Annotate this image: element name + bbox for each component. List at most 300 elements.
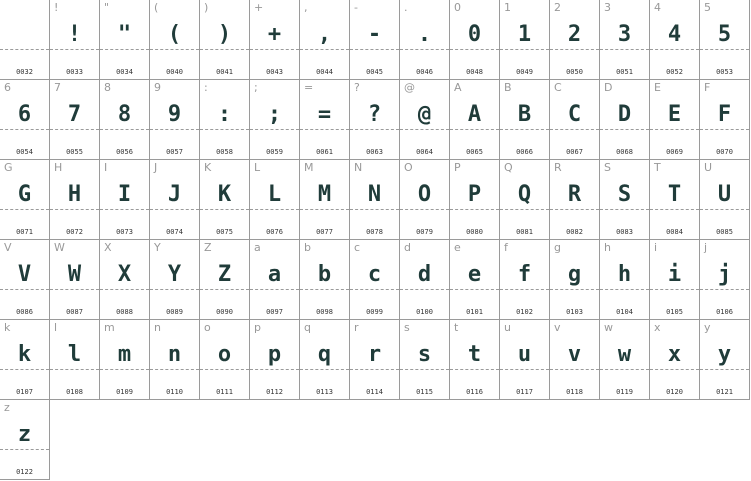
char-code-label: 0088 [116,308,133,316]
glyph-preview: t [467,342,482,367]
char-code-label: 0101 [466,308,483,316]
char-code-label: 0080 [466,228,483,236]
char-code-label: 0074 [166,228,183,236]
char-code-label: 0108 [66,388,83,396]
baseline-guide [250,369,299,370]
baseline-guide [250,289,299,290]
glyph-preview: B [517,102,532,127]
glyph-cell [700,160,750,240]
char-code-label: 0063 [366,148,383,156]
character-label: R [554,161,562,174]
char-code-label: 0121 [716,388,733,396]
glyph-cell [50,80,100,160]
baseline-guide [0,49,49,50]
char-code-label: 0057 [166,148,183,156]
glyph-preview: S [617,182,632,207]
glyph-preview: r [367,342,382,367]
character-label: S [604,161,611,174]
char-code-label: 0113 [316,388,333,396]
glyph-preview: l [67,342,82,367]
char-code-label: 0040 [166,68,183,76]
character-label: s [404,321,410,334]
character-label: y [704,321,711,334]
baseline-guide [300,369,349,370]
character-label: e [454,241,461,254]
glyph-cell [0,400,50,480]
glyph-preview: e [467,262,482,287]
glyph-cell [650,80,700,160]
glyph-preview: m [117,342,132,367]
baseline-guide [600,289,649,290]
character-label: ; [254,81,258,94]
char-code-label: 0066 [516,148,533,156]
glyph-preview: G [17,182,32,207]
glyph-preview: o [217,342,232,367]
glyph-preview: v [567,342,582,367]
character-label: u [504,321,511,334]
character-label: 7 [54,81,61,94]
glyph-preview: 2 [567,22,582,47]
character-label: Y [154,241,161,254]
glyph-cell [50,160,100,240]
glyph-cell [350,320,400,400]
glyph-cell [700,240,750,320]
glyph-cell [0,0,50,80]
glyph-cell [350,160,400,240]
glyph-preview: c [367,262,382,287]
char-code-label: 0107 [16,388,33,396]
glyph-cell [350,240,400,320]
glyph-cell [150,80,200,160]
glyph-preview: g [567,262,582,287]
char-code-label: 0114 [366,388,383,396]
baseline-guide [50,129,99,130]
character-label: ) [204,1,209,14]
baseline-guide [200,289,249,290]
character-label: l [54,321,58,334]
character-label: m [104,321,115,334]
glyph-cell [450,80,500,160]
char-code-label: 0118 [566,388,583,396]
glyph-cell [0,240,50,320]
char-code-label: 0065 [466,148,483,156]
baseline-guide [200,209,249,210]
glyph-cell [200,80,250,160]
character-label: B [504,81,512,94]
character-label: 8 [104,81,111,94]
glyph-preview: 0 [467,22,482,47]
baseline-guide [250,209,299,210]
baseline-guide [500,129,549,130]
baseline-guide [600,209,649,210]
baseline-guide [250,49,299,50]
glyph-cell [550,320,600,400]
baseline-guide [650,129,699,130]
glyph-cell [700,80,750,160]
glyph-preview: ; [267,102,282,127]
glyph-cell [600,160,650,240]
baseline-guide [0,449,49,450]
char-code-label: 0110 [166,388,183,396]
character-label: x [654,321,661,334]
char-code-label: 0043 [266,68,283,76]
baseline-guide [500,209,549,210]
char-code-label: 0099 [366,308,383,316]
character-label: 6 [4,81,11,94]
glyph-preview: d [417,262,432,287]
character-label: c [354,241,361,254]
baseline-guide [400,129,449,130]
glyph-preview: 9 [167,102,182,127]
glyph-preview: @ [417,102,432,127]
character-label: N [354,161,363,174]
baseline-guide [650,289,699,290]
glyph-preview: W [67,262,82,287]
glyph-cell [400,160,450,240]
glyph-cell [0,320,50,400]
char-code-label: 0115 [416,388,433,396]
character-label: 4 [654,1,661,14]
character-label: T [654,161,661,174]
char-code-label: 0111 [216,388,233,396]
glyph-cell [450,320,500,400]
glyph-cell [0,80,50,160]
character-label: M [304,161,314,174]
glyph-cell [500,320,550,400]
baseline-guide [250,129,299,130]
glyph-preview: E [667,102,682,127]
glyph-preview: b [317,262,332,287]
glyph-cell [150,0,200,80]
glyph-preview: D [617,102,632,127]
glyph-preview: x [667,342,682,367]
glyph-preview: z [17,422,32,447]
glyph-cell [250,160,300,240]
character-label: D [604,81,613,94]
character-label: L [254,161,261,174]
baseline-guide [100,209,149,210]
glyph-preview: P [467,182,482,207]
baseline-guide [150,289,199,290]
character-label: q [304,321,311,334]
baseline-guide [100,129,149,130]
glyph-preview: , [317,22,332,47]
character-label: + [254,1,264,14]
char-code-label: 0098 [316,308,333,316]
glyph-preview: w [617,342,632,367]
glyph-cell [600,80,650,160]
character-label: a [254,241,261,254]
glyph-cell [450,240,500,320]
glyph-preview: Y [167,262,182,287]
glyph-preview: i [667,262,682,287]
glyph-cell [0,160,50,240]
baseline-guide [50,289,99,290]
glyph-preview: 7 [67,102,82,127]
character-label: r [354,321,359,334]
character-label: K [204,161,212,174]
baseline-guide [200,129,249,130]
baseline-guide [550,129,599,130]
character-label: Z [204,241,212,254]
baseline-guide [400,49,449,50]
glyph-cell [300,240,350,320]
char-code-label: 0103 [566,308,583,316]
character-label: 0 [454,1,461,14]
glyph-cell [100,160,150,240]
glyph-cell [700,0,750,80]
character-label: w [604,321,613,334]
char-code-label: 0051 [616,68,633,76]
baseline-guide [450,209,499,210]
character-label: P [454,161,461,174]
glyph-cell [200,160,250,240]
baseline-guide [550,289,599,290]
baseline-guide [700,129,749,130]
baseline-guide [200,369,249,370]
glyph-preview: R [567,182,582,207]
glyph-preview: ? [367,102,382,127]
glyph-preview: p [267,342,282,367]
glyph-cell [50,240,100,320]
baseline-guide [350,129,399,130]
glyph-cell [100,320,150,400]
char-code-label: 0117 [516,388,533,396]
character-label: : [204,81,208,94]
char-code-label: 0053 [716,68,733,76]
char-code-label: 0046 [416,68,433,76]
glyph-preview: a [267,262,282,287]
baseline-guide [300,209,349,210]
char-code-label: 0090 [216,308,233,316]
glyph-cell [150,160,200,240]
baseline-guide [500,369,549,370]
char-code-label: 0072 [66,228,83,236]
character-label: Q [504,161,513,174]
baseline-guide [550,49,599,50]
char-code-label: 0116 [466,388,483,396]
glyph-cell [650,240,700,320]
character-label: C [554,81,562,94]
baseline-guide [0,209,49,210]
char-code-label: 0097 [266,308,283,316]
baseline-guide [50,369,99,370]
char-code-label: 0058 [216,148,233,156]
char-code-label: 0102 [516,308,533,316]
char-code-label: 0084 [666,228,683,236]
glyph-preview: ) [217,22,232,47]
glyph-cell [250,0,300,80]
baseline-guide [50,209,99,210]
char-code-label: 0048 [466,68,483,76]
char-code-label: 0105 [666,308,683,316]
baseline-guide [650,209,699,210]
baseline-guide [400,209,449,210]
character-label: G [4,161,13,174]
baseline-guide [650,49,699,50]
char-code-label: 0068 [616,148,633,156]
char-code-label: 0087 [66,308,83,316]
glyph-cell [200,240,250,320]
baseline-guide [300,289,349,290]
char-code-label: 0079 [416,228,433,236]
char-code-label: 0076 [266,228,283,236]
baseline-guide [500,49,549,50]
baseline-guide [100,289,149,290]
character-label: f [504,241,508,254]
baseline-guide [450,369,499,370]
baseline-guide [450,49,499,50]
character-label: t [454,321,459,334]
baseline-guide [700,49,749,50]
glyph-preview: I [117,182,132,207]
character-label: v [554,321,561,334]
baseline-guide [150,129,199,130]
baseline-guide [650,369,699,370]
glyph-preview: n [167,342,182,367]
baseline-guide [700,369,749,370]
char-code-label: 0055 [66,148,83,156]
char-code-label: 0056 [116,148,133,156]
char-code-label: 0106 [716,308,733,316]
character-label: U [704,161,713,174]
char-code-label: 0083 [616,228,633,236]
baseline-guide [400,369,449,370]
character-label: X [104,241,112,254]
glyph-preview: = [317,102,332,127]
character-label: g [554,241,561,254]
glyph-preview: h [617,262,632,287]
character-label: 1 [504,1,511,14]
glyph-preview: 5 [717,22,732,47]
baseline-guide [100,369,149,370]
char-code-label: 0122 [16,468,33,476]
char-code-label: 0032 [16,68,33,76]
glyph-preview: N [367,182,382,207]
baseline-guide [600,49,649,50]
glyph-preview: K [217,182,232,207]
glyph-cell [500,240,550,320]
character-label: j [704,241,708,254]
baseline-guide [600,129,649,130]
glyph-preview: . [417,22,432,47]
glyph-preview: T [667,182,682,207]
character-label: H [54,161,63,174]
glyph-preview: 8 [117,102,132,127]
character-label: W [54,241,65,254]
glyph-cell [300,80,350,160]
glyph-preview: F [717,102,732,127]
glyph-preview: L [267,182,282,207]
char-code-label: 0071 [16,228,33,236]
glyph-cell [550,80,600,160]
glyph-cell [650,160,700,240]
char-code-label: 0059 [266,148,283,156]
glyph-preview: k [17,342,32,367]
char-code-label: 0045 [366,68,383,76]
glyph-cell [350,80,400,160]
glyph-cell [600,320,650,400]
baseline-guide [50,49,99,50]
glyph-cell [400,240,450,320]
char-code-label: 0070 [716,148,733,156]
baseline-guide [700,209,749,210]
glyph-preview: + [267,22,282,47]
character-label: E [654,81,661,94]
character-label: ? [354,81,360,94]
character-label: ( [154,1,159,14]
glyph-preview: J [167,182,182,207]
glyph-cell [500,160,550,240]
glyph-cell [300,320,350,400]
glyph-preview: 6 [17,102,32,127]
glyph-cell [600,240,650,320]
baseline-guide [350,209,399,210]
glyph-preview: " [117,22,132,47]
char-code-label: 0078 [366,228,383,236]
baseline-guide [350,369,399,370]
glyph-preview: Z [217,262,232,287]
glyph-preview: f [517,262,532,287]
baseline-guide [150,49,199,50]
character-label: z [4,401,10,414]
baseline-guide [600,369,649,370]
baseline-guide [700,289,749,290]
baseline-guide [0,129,49,130]
glyph-preview: ! [67,22,82,47]
baseline-guide [150,369,199,370]
glyph-preview: M [317,182,332,207]
char-code-label: 0077 [316,228,333,236]
char-code-label: 0100 [416,308,433,316]
character-label: J [154,161,158,174]
glyph-cell [550,240,600,320]
glyph-cell [700,320,750,400]
character-label: d [404,241,411,254]
glyph-cell [100,240,150,320]
glyph-cell [500,80,550,160]
glyph-preview [0,18,49,52]
character-label: I [104,161,108,174]
glyph-cell [200,320,250,400]
glyph-preview: C [567,102,582,127]
character-label: h [604,241,611,254]
glyph-preview: q [317,342,332,367]
glyph-cell [400,80,450,160]
character-label: i [654,241,658,254]
glyph-cell [550,0,600,80]
glyph-preview: A [467,102,482,127]
glyph-cell [200,0,250,80]
glyph-cell [350,0,400,80]
glyph-preview: u [517,342,532,367]
glyph-preview: : [217,102,232,127]
glyph-preview: U [717,182,732,207]
glyph-preview: ( [167,22,182,47]
char-code-label: 0050 [566,68,583,76]
glyph-cell [150,320,200,400]
glyph-preview: 4 [667,22,682,47]
glyph-preview: Q [517,182,532,207]
glyph-cell [400,320,450,400]
character-label: 3 [604,1,611,14]
baseline-guide [450,289,499,290]
glyph-cell [600,0,650,80]
character-label: = [304,81,314,94]
character-label: " [104,1,110,14]
char-code-label: 0067 [566,148,583,156]
char-code-label: 0052 [666,68,683,76]
